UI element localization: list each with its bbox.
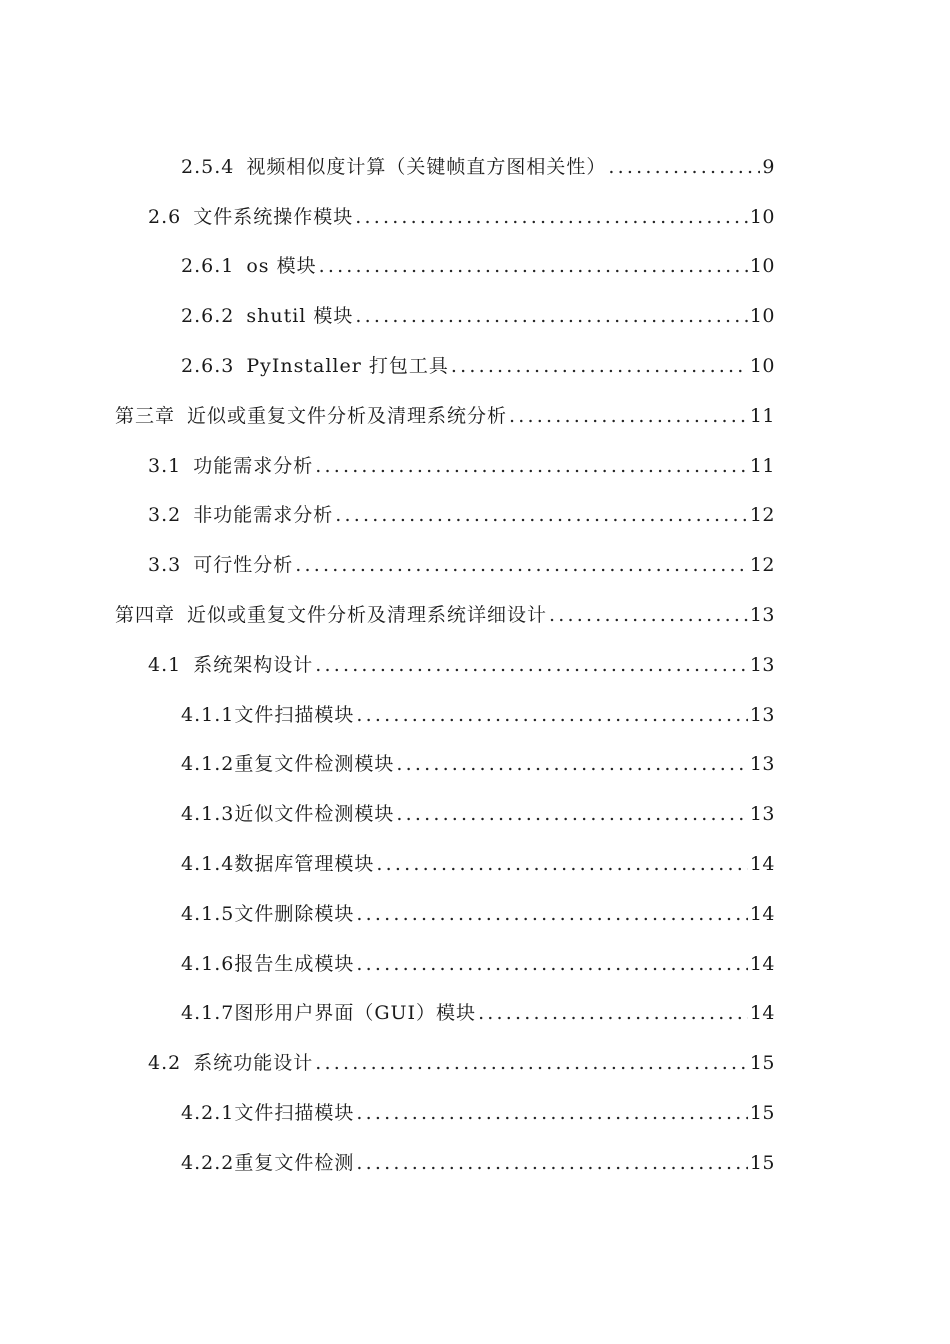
toc-entry-number: 3.1 — [148, 454, 182, 477]
toc-entry-number: 4.1.2 — [181, 753, 235, 776]
toc-dot-leader — [315, 652, 748, 678]
toc-entry-title: 重复文件检测模块 — [234, 753, 395, 776]
toc-entry-title: 非功能需求分析 — [193, 504, 334, 527]
toc-entry-title: os 模块 — [246, 255, 317, 278]
toc-entry[interactable] — [0, 789, 950, 839]
toc-entry-title: 图形用户界面（GUI）模块 — [234, 1002, 477, 1025]
toc-entry-title: 近似文件检测模块 — [234, 803, 395, 826]
toc-entry-number: 4.1.7 — [181, 1002, 235, 1025]
toc-entry-page-number: 10 — [749, 255, 775, 278]
toc-entry-number: 4.1.5 — [181, 902, 235, 925]
toc-entry-title: 系统功能设计 — [193, 1052, 314, 1075]
toc-dot-leader — [315, 1050, 748, 1076]
toc-entry[interactable] — [0, 839, 950, 889]
toc-entry-title: 文件删除模块 — [234, 902, 355, 925]
toc-entry-page-number: 10 — [749, 205, 775, 228]
toc-entry-page-number: 12 — [749, 504, 775, 527]
toc-entry-page-number: 14 — [749, 853, 775, 876]
toc-entry[interactable] — [0, 391, 950, 441]
table-of-contents — [0, 142, 950, 1188]
toc-entry-title: 近似或重复文件分析及清理系统详细设计 — [187, 604, 548, 627]
toc-entry[interactable] — [0, 640, 950, 690]
toc-dot-leader — [608, 154, 760, 180]
toc-entry-number: 2.6.2 — [181, 305, 235, 328]
toc-entry-number: 4.1 — [148, 653, 182, 676]
toc-entry-title: shutil 模块 — [246, 305, 354, 328]
toc-entry-number: 4.2.1 — [181, 1102, 235, 1125]
toc-entry-title: 文件扫描模块 — [234, 703, 355, 726]
toc-entry-page-number: 14 — [749, 952, 775, 975]
toc-entry-title: 系统架构设计 — [193, 653, 314, 676]
toc-dot-leader — [319, 253, 748, 279]
toc-entry-page-number: 12 — [749, 554, 775, 577]
toc-dot-leader — [295, 552, 748, 578]
toc-entry-number: 第三章 — [115, 404, 176, 427]
toc-entry-page-number: 11 — [749, 404, 775, 427]
toc-entry-title: 近似或重复文件分析及清理系统分析 — [187, 404, 508, 427]
toc-entry[interactable] — [0, 540, 950, 590]
toc-dot-leader — [355, 303, 747, 329]
toc-entry-page-number: 13 — [749, 653, 775, 676]
toc-entry[interactable] — [0, 590, 950, 640]
toc-entry[interactable] — [0, 740, 950, 790]
toc-entry[interactable] — [0, 142, 950, 192]
toc-dot-leader — [451, 353, 748, 379]
toc-entry-title: 文件系统操作模块 — [193, 205, 354, 228]
toc-entry-title: 文件扫描模块 — [234, 1102, 355, 1125]
toc-entry-title: 可行性分析 — [193, 554, 294, 577]
toc-entry-title: 数据库管理模块 — [234, 853, 375, 876]
toc-entry[interactable] — [0, 1138, 950, 1188]
toc-entry-page-number: 13 — [749, 803, 775, 826]
toc-entry-page-number: 13 — [749, 753, 775, 776]
toc-dot-leader — [396, 751, 747, 777]
toc-entry-page-number: 15 — [749, 1102, 775, 1125]
toc-entry-number: 2.6.3 — [181, 355, 235, 378]
toc-dot-leader — [356, 901, 747, 927]
toc-entry-page-number: 15 — [749, 1151, 775, 1174]
toc-entry[interactable] — [0, 242, 950, 292]
toc-entry[interactable] — [0, 989, 950, 1039]
toc-entry-page-number: 14 — [749, 1002, 775, 1025]
toc-entry[interactable] — [0, 889, 950, 939]
toc-entry[interactable] — [0, 441, 950, 491]
toc-dot-leader — [478, 1000, 748, 1026]
toc-entry-number: 3.2 — [148, 504, 182, 527]
toc-entry[interactable] — [0, 1038, 950, 1088]
toc-entry[interactable] — [0, 690, 950, 740]
toc-entry-number: 4.2 — [148, 1052, 182, 1075]
toc-entry-number: 第四章 — [115, 604, 176, 627]
toc-entry-page-number: 10 — [749, 305, 775, 328]
toc-entry-page-number: 15 — [749, 1052, 775, 1075]
toc-dot-leader — [356, 702, 747, 728]
toc-entry-number: 4.1.6 — [181, 952, 235, 975]
toc-entry-title: 报告生成模块 — [234, 952, 355, 975]
toc-entry-number: 3.3 — [148, 554, 182, 577]
toc-entry-number: 2.6.1 — [181, 255, 235, 278]
toc-dot-leader — [549, 602, 748, 628]
toc-dot-leader — [509, 403, 748, 429]
toc-entry-number: 4.1.3 — [181, 803, 235, 826]
toc-entry-page-number: 14 — [749, 902, 775, 925]
toc-entry[interactable] — [0, 491, 950, 541]
toc-entry-page-number: 11 — [749, 454, 775, 477]
toc-entry-page-number: 13 — [749, 703, 775, 726]
toc-entry-number: 2.6 — [148, 205, 182, 228]
toc-entry[interactable] — [0, 1088, 950, 1138]
toc-entry-number: 4.1.1 — [181, 703, 235, 726]
toc-entry-title: PyInstaller 打包工具 — [246, 355, 449, 378]
toc-entry-title: 重复文件检测 — [234, 1151, 355, 1174]
toc-entry-page-number: 9 — [762, 155, 775, 178]
toc-entry-title: 视频相似度计算（关键帧直方图相关性） — [246, 155, 607, 178]
toc-entry-page-number: 13 — [749, 604, 775, 627]
toc-entry-number: 2.5.4 — [181, 155, 235, 178]
toc-entry-number: 4.2.2 — [181, 1151, 235, 1174]
toc-entry[interactable] — [0, 939, 950, 989]
toc-entry[interactable] — [0, 341, 950, 391]
toc-dot-leader — [376, 851, 747, 877]
toc-dot-leader — [315, 453, 748, 479]
toc-dot-leader — [356, 1150, 747, 1176]
toc-entry-number: 4.1.4 — [181, 853, 235, 876]
toc-entry-page-number: 10 — [749, 355, 775, 378]
toc-dot-leader — [335, 502, 748, 528]
toc-dot-leader — [355, 204, 748, 230]
toc-dot-leader — [356, 1100, 747, 1126]
toc-entry-title: 功能需求分析 — [193, 454, 314, 477]
toc-dot-leader — [356, 951, 747, 977]
toc-entry[interactable] — [0, 192, 950, 242]
toc-dot-leader — [396, 801, 747, 827]
toc-entry[interactable] — [0, 291, 950, 341]
